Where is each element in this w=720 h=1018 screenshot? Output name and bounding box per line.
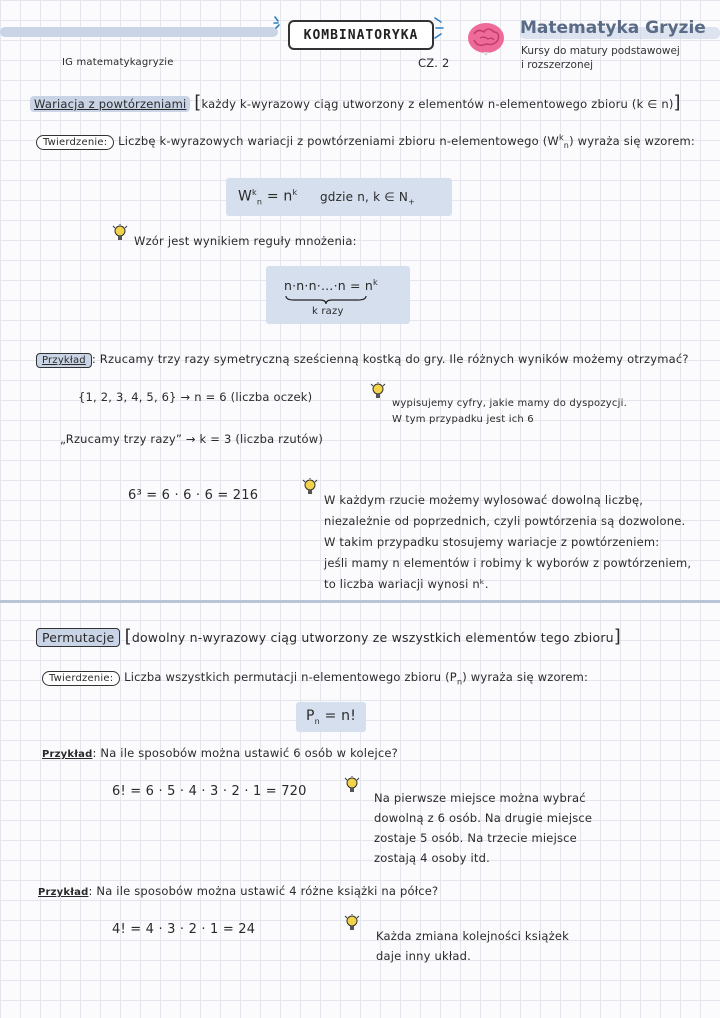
permutacje-theorem: Twierdzenie: Liczba wszystkich permutacji n-elementowego zbioru $(P_n)$ wyraża się wzorem: (42, 670, 720, 686)
example-text: : Rzucamy trzy razy symetryczną sześcienną kostką do gry. Ile różnych wyników możemy otrzymać? (91, 352, 689, 366)
lightbulb-icon (302, 478, 318, 496)
permutacje-definition: Permutacje [dowolny n-wyrazowy ciąg utworzony ze wszystkich elementów tego zbioru] (36, 626, 716, 647)
permutacje-term: Permutacje (36, 628, 120, 647)
tip-queue: Na pierwsze miejsce można wybrać dowolną z 6 osób. Na drugie miejsce zostaje 5 osób. Na trzecie miejsce zostają 4 osoby itd. (374, 791, 593, 865)
lightbulb-icon (112, 224, 128, 242)
wariacja-definition-text: każdy k-wyrazowy ciąg utworzony z elementów n-elementowego zbioru (k ∈ n) (201, 97, 674, 111)
wariacja-theorem: Twierdzenie: Liczbę k-wyrazowych wariacji z powtórzeniami zbioru n-elementowego $(W^k_n)$ wyraża się wzorem: (36, 133, 716, 150)
product-formula: n·n·n·…·n = $n^k$ (284, 278, 378, 294)
theorem-text: Liczbę k-wyrazowych wariacji z powtórzeniami zbioru n-elementowego (W (118, 133, 559, 148)
wariacja-example (36, 352, 716, 366)
theorem-text: Liczba wszystkich permutacji n-elementowego zbioru (P (124, 670, 457, 684)
set-line: {1, 2, 3, 4, 5, 6} → n = 6 (liczba oczek) (78, 390, 313, 404)
example-text: : Na ile sposobów można ustawić 4 różne książki na półce? (88, 884, 439, 898)
wariacja-definition: Wariacja z powtórzeniami [każdy k-wyrazowy ciąg utworzony z elementów n-elementowego zbioru (k ∈ n)] (30, 92, 710, 113)
permutacje-calculation-1: 6! = 6 · 5 · 4 · 3 · 2 · 1 = 720 (112, 784, 307, 799)
theorem-text-end: ) wyraża się wzorem: (569, 133, 695, 148)
section-divider (0, 600, 720, 603)
brand-subtitle: Kursy do matury podstawowej i rozszerzonej (521, 45, 680, 71)
example-text: : Na ile sposobów można ustawić 6 osób w kolejce? (92, 746, 398, 760)
lightbulb-icon (344, 776, 360, 794)
header-bar-left (0, 27, 278, 37)
lightbulb-icon (370, 382, 386, 400)
permutacje-example-2 (38, 884, 718, 898)
wariacja-note: Wzór jest wynikiem reguły mnożenia: (134, 234, 357, 248)
theorem-text-end: ) wyraża się wzorem: (462, 670, 589, 684)
k-razy-label: k razy (312, 306, 344, 317)
example-label: Przykład (38, 887, 89, 898)
brain-logo-icon (466, 20, 506, 56)
brand-name: Matematyka Gryzie (520, 18, 706, 38)
permutacje-calculation-2: 4! = 4 · 3 · 2 · 1 = 24 (112, 922, 256, 937)
wariacja-calculation: 6³ = 6 · 6 · 6 = 216 (128, 488, 259, 503)
instagram-handle: IG matematykagryzie (62, 57, 174, 68)
sparkle-icon (432, 14, 448, 44)
example-label: Przykład (42, 749, 93, 760)
tip-digits: wypisujemy cyfry, jakie mamy do dyspozycji. W tym przypadku jest ich 6 (392, 398, 627, 425)
page-title: KOMBINATORYKA (288, 20, 434, 50)
lightbulb-icon (344, 914, 360, 932)
permutacje-example-1 (42, 746, 720, 760)
tip-books: Każda zmiana kolejności książek daje inny układ. (376, 929, 570, 963)
part-number: CZ. 2 (418, 56, 450, 70)
theorem-label: Twierdzenie: (36, 135, 114, 150)
permutacje-definition-text: dowolny n-wyrazowy ciąg utworzony ze wszystkich elementów tego zbioru (131, 630, 614, 645)
theorem-label: Twierdzenie: (42, 671, 120, 686)
wariacja-term: Wariacja z powtórzeniami (30, 96, 190, 112)
throw-line: „Rzucamy trzy razy” → k = 3 (liczba rzutów) (60, 432, 324, 446)
permutacje-formula: $P_n = n$! (306, 708, 357, 726)
formula-condition: gdzie n, k ∈ N (319, 189, 409, 204)
example-label: Przykład (36, 353, 92, 368)
wariacja-formula: $W^k_n = n^k$ gdzie n, k ∈ $N_+$ (238, 188, 415, 207)
sparkle-icon (272, 14, 288, 30)
brace-icon (284, 294, 368, 304)
tip-repetition: W każdym rzucie możemy wylosować dowolną liczbę, niezależnie od poprzednich, czyli powtórzenia są dozwolone. W takim przypadku stosujemy wariacje z powtórzeniem: jeśli mamy n elementów i robimy k wyborów z powtórzeniem, to liczba wariacji wynosi nᵏ. (324, 493, 692, 591)
